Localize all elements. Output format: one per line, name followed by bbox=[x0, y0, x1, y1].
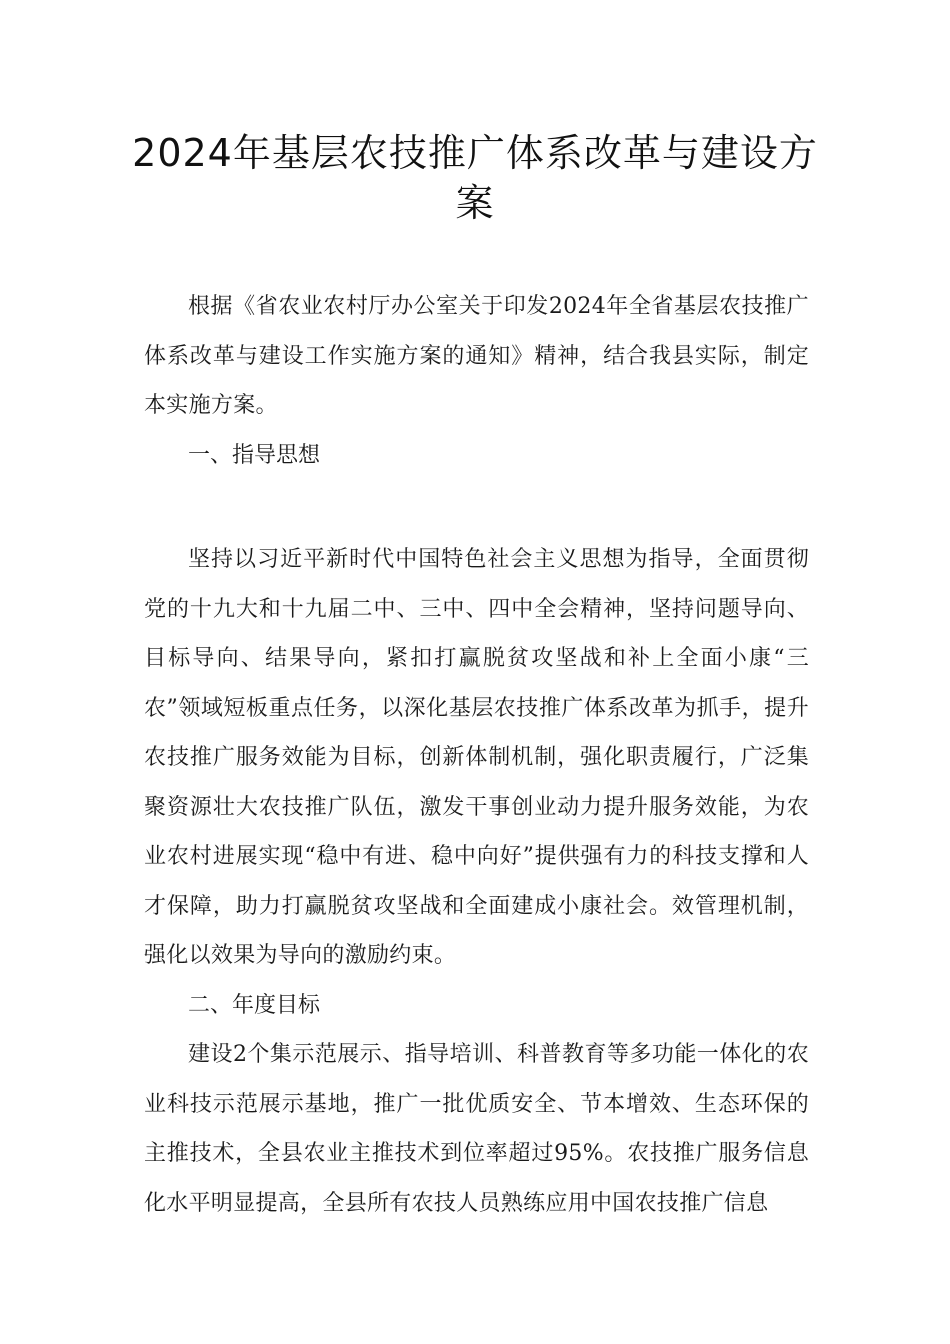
annual-goals-paragraph: 建设2个集示范展示、指导培训、科普教育等多功能一体化的农业科技示范展示基地，推广一批优质安全、节本增效、生态环保的主推技术，全县农业主推技术到位率超过95%。农技推广服务信息化水平明显提高，全县所有农技人员熟练应用中国农技推广信息 bbox=[144, 1042, 809, 1216]
paragraph-gap bbox=[144, 480, 809, 535]
intro-paragraph: 根据《省农业农村厅办公室关于印发2024年全省基层农技推广体系改革与建设工作实施方案的通知》精神，结合我县实际，制定本实施方案。 bbox=[144, 294, 809, 418]
section-heading-guiding-ideology: 一、指导思想 bbox=[188, 442, 321, 468]
document-body bbox=[144, 282, 809, 1228]
guiding-ideology-paragraph: 坚持以习近平新时代中国特色社会主义思想为指导，全面贯彻党的十九大和十九届二中、三中、四中全会精神，坚持问题导向、目标导向、结果导向，紧扣打赢脱贫攻坚战和补上全面小康“三农”领域短板重点任务，以深化基层农技推广体系改革为抓手，提升农技推广服务效能为目标，创新体制机制，强化职责履行，广泛集聚资源壮大农技推广队伍，激发干事创业动力提升服务效能，为农业农村进展实现“稳中有进、稳中向好”提供强有力的科技支撑和人才保障，助力打赢脱贫攻坚战和全面建成小康社会。效管理机制，强化以效果为导向的激励约束。 bbox=[144, 547, 809, 968]
section-heading-annual-goals: 二、年度目标 bbox=[188, 992, 321, 1018]
document-title: 2024年基层农技推广体系改革与建设方案 bbox=[132, 131, 818, 225]
